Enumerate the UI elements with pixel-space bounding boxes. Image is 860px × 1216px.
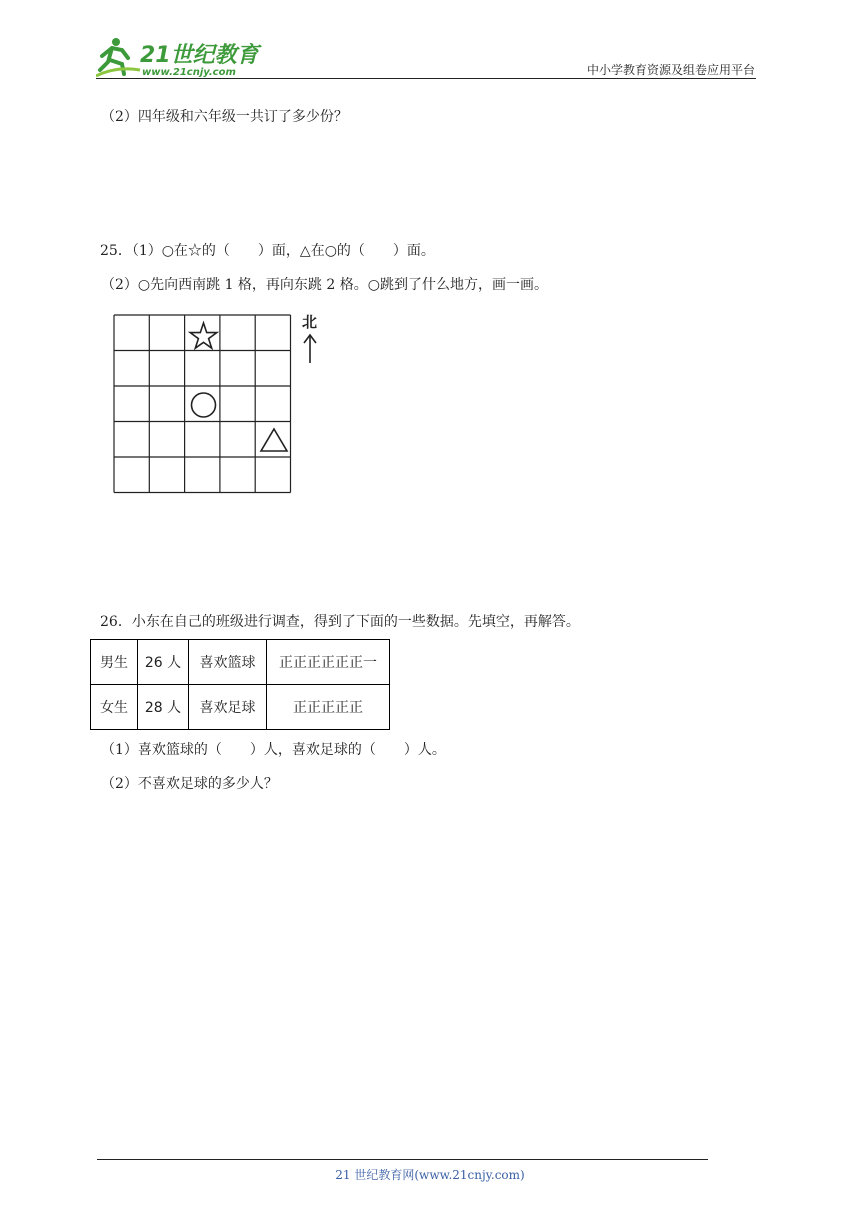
logo-url-text: www.21cnjy.com <box>142 67 236 78</box>
runner-logo-icon <box>96 36 266 80</box>
circle-shape <box>192 393 216 417</box>
q26-intro: 26．小东在自己的班级进行调查，得到了下面的一些数据。先填空，再解答。 <box>100 614 580 630</box>
table-row <box>91 640 390 685</box>
table-cell: 正正正正正 <box>267 685 390 730</box>
header-divider <box>96 78 756 79</box>
q25-line1: 25．（1）○在☆的（ ）面，△在○的（ ）面。 <box>100 243 435 259</box>
table-row <box>91 685 390 730</box>
table-cell: 女生 <box>91 685 138 730</box>
table-cell: 喜欢篮球 <box>189 640 267 685</box>
north-label: 北 <box>302 313 318 331</box>
footer-divider <box>97 1159 708 1160</box>
direction-grid <box>112 313 332 499</box>
q24-part2: （2）四年级和六年级一共订了多少份？ <box>101 109 348 125</box>
north-arrow-icon <box>304 335 316 363</box>
logo-main-text: 21世纪教育 <box>140 43 259 68</box>
logo <box>96 36 266 80</box>
header-platform-text: 中小学教育资源及组卷应用平台 <box>586 63 755 77</box>
triangle-shape <box>261 429 287 451</box>
table-cell: 喜欢足球 <box>189 685 267 730</box>
q26-part1: （1）喜欢篮球的（ ）人，喜欢足球的（ ）人。 <box>101 742 446 758</box>
q26-part2: （2）不喜欢足球的多少人？ <box>101 776 278 792</box>
table-cell: 28 人 <box>138 685 189 730</box>
survey-table <box>90 639 390 730</box>
table-cell: 26 人 <box>138 640 189 685</box>
footer-text: 21 世纪教育网(www.21cnjy.com) <box>335 1168 525 1182</box>
star-shape <box>190 323 217 348</box>
table-cell: 男生 <box>91 640 138 685</box>
q25-line2: （2）○先向西南跳 1 格，再向东跳 2 格。○跳到了什么地方，画一画。 <box>101 277 548 293</box>
table-cell: 正正正正正正一 <box>267 640 390 685</box>
grid-lines <box>114 315 291 493</box>
